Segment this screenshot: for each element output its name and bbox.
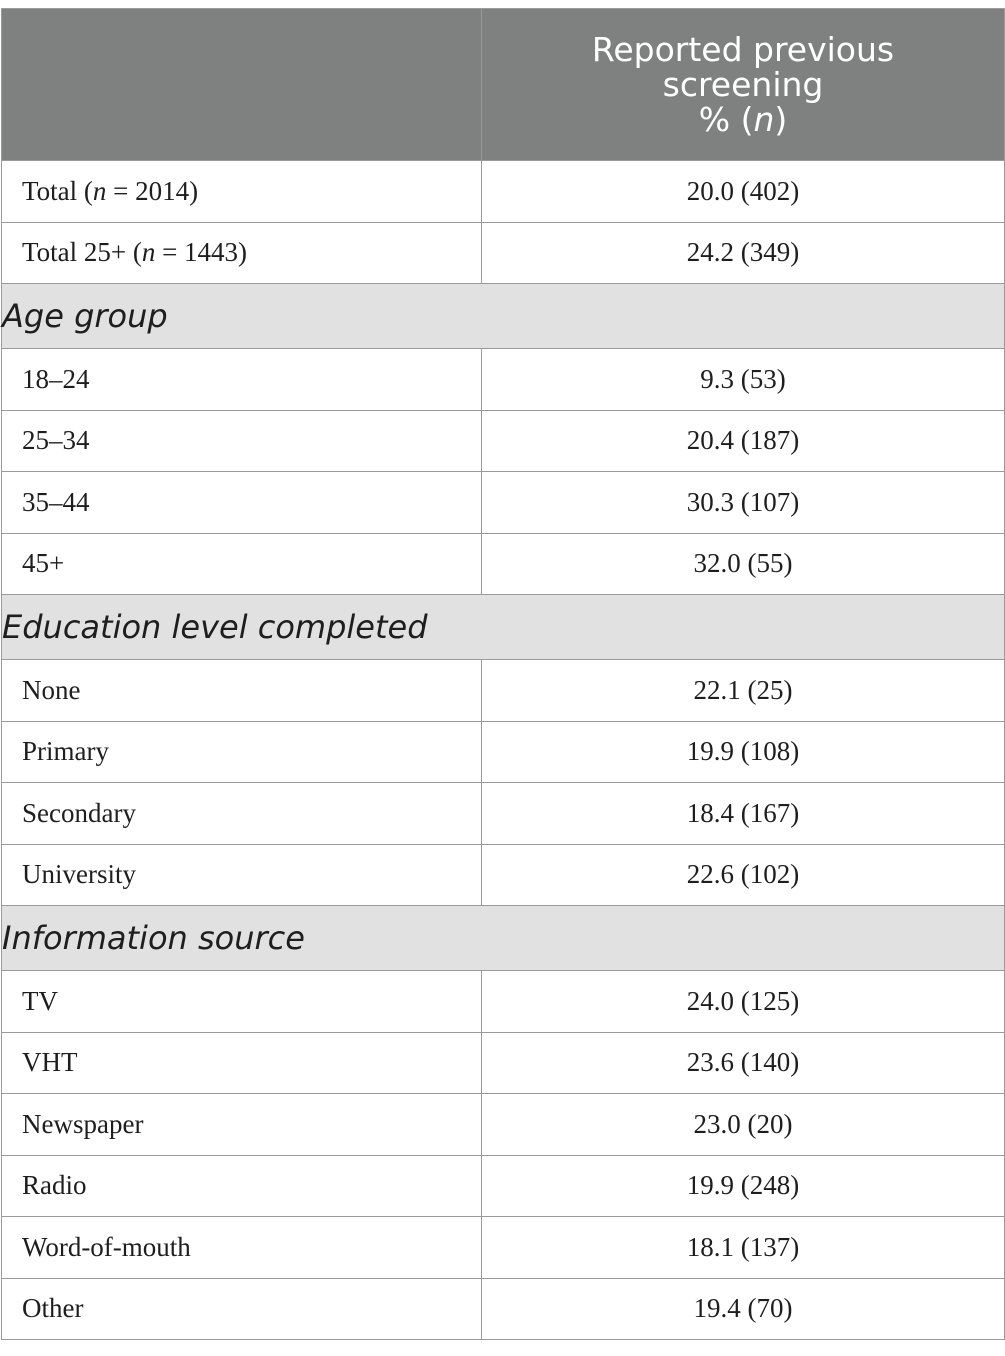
row-label: Newspaper	[2, 1094, 482, 1156]
table-row	[2, 721, 1005, 783]
row-label	[2, 161, 482, 223]
table-row	[2, 1278, 1005, 1340]
table-row	[2, 1217, 1005, 1279]
header-line: screening	[662, 65, 824, 104]
header-percent-open: % (	[698, 100, 754, 139]
table-row	[2, 1032, 1005, 1094]
row-value: 23.0 (20)	[482, 1094, 1005, 1156]
header-close-paren: )	[774, 100, 788, 139]
table-row	[2, 533, 1005, 595]
label-text: = 2014)	[106, 175, 199, 206]
row-value: 18.1 (137)	[482, 1217, 1005, 1279]
row-label: 45+	[2, 533, 482, 595]
n-symbol: n	[141, 237, 156, 268]
table-row	[2, 349, 1005, 411]
row-value: 19.4 (70)	[482, 1278, 1005, 1340]
row-label: None	[2, 660, 482, 722]
row-value: 23.6 (140)	[482, 1032, 1005, 1094]
row-value: 22.6 (102)	[482, 844, 1005, 906]
section-title: Age group	[2, 284, 1005, 349]
row-label: 18–24	[2, 349, 482, 411]
table-row	[2, 472, 1005, 534]
header-cell-reported-previous-screening	[482, 9, 1005, 161]
table-row	[2, 410, 1005, 472]
header-n-symbol: n	[753, 100, 775, 139]
row-label: Primary	[2, 721, 482, 783]
row-label: 35–44	[2, 472, 482, 534]
row-value: 32.0 (55)	[482, 533, 1005, 595]
row-value: 19.9 (108)	[482, 721, 1005, 783]
row-label: Secondary	[2, 783, 482, 845]
row-label: Word-of-mouth	[2, 1217, 482, 1279]
section-title: Education level completed	[2, 595, 1005, 660]
row-label: TV	[2, 971, 482, 1033]
label-text: Total (	[22, 175, 93, 206]
row-label: University	[2, 844, 482, 906]
row-value: 24.2 (349)	[482, 222, 1005, 284]
label-text: Total 25+ (	[22, 237, 142, 268]
row-value: 20.0 (402)	[482, 161, 1005, 223]
row-label: Radio	[2, 1155, 482, 1217]
header-line	[482, 102, 1004, 137]
row-label: Other	[2, 1278, 482, 1340]
row-label: 25–34	[2, 410, 482, 472]
row-value: 18.4 (167)	[482, 783, 1005, 845]
n-symbol: n	[92, 175, 107, 206]
header-line: Reported previous	[591, 30, 895, 69]
row-value: 9.3 (53)	[482, 349, 1005, 411]
section-header-age-group	[2, 284, 1005, 349]
row-label	[2, 222, 482, 284]
table-header-row	[2, 9, 1005, 161]
row-value: 22.1 (25)	[482, 660, 1005, 722]
row-value: 24.0 (125)	[482, 971, 1005, 1033]
label-text: = 1443)	[155, 237, 248, 268]
section-header-education-level	[2, 595, 1005, 660]
row-value: 30.3 (107)	[482, 472, 1005, 534]
row-value: 19.9 (248)	[482, 1155, 1005, 1217]
header-cell-category	[2, 9, 482, 161]
row-label: VHT	[2, 1032, 482, 1094]
table-row	[2, 1094, 1005, 1156]
table-row	[2, 783, 1005, 845]
row-value: 20.4 (187)	[482, 410, 1005, 472]
screening-table	[1, 8, 1005, 1340]
section-title: Information source	[2, 906, 1005, 971]
table-row-total-25-plus	[2, 222, 1005, 284]
table-row	[2, 971, 1005, 1033]
table-row	[2, 1155, 1005, 1217]
table-row	[2, 660, 1005, 722]
table-row	[2, 844, 1005, 906]
section-header-information-source	[2, 906, 1005, 971]
table-row-total	[2, 161, 1005, 223]
